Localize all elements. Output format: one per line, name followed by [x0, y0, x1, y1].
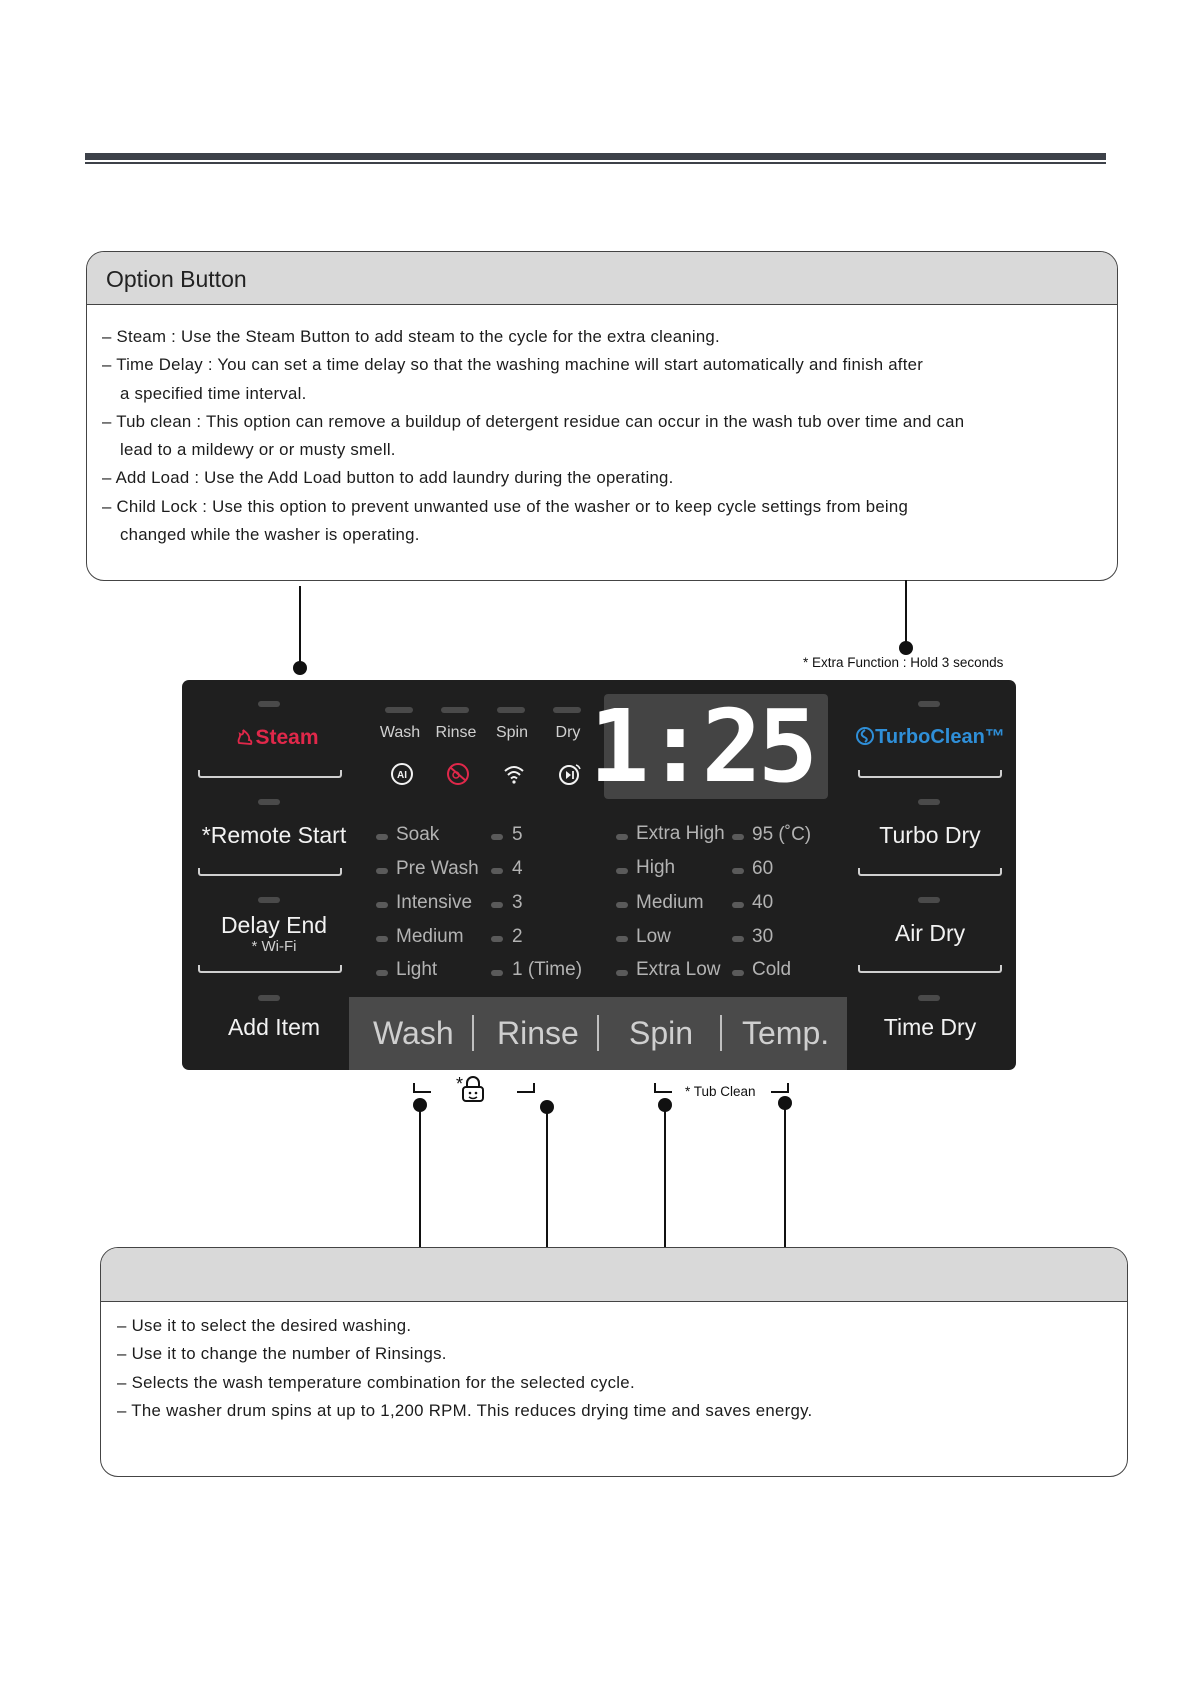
option-line-tub-clean-cont: lead to a mildewy or or musty smell.	[120, 440, 396, 460]
wash-option-soak: Soak	[396, 824, 440, 845]
temp-button[interactable]: Temp.	[742, 1015, 830, 1051]
svg-text:AI: AI	[397, 770, 407, 781]
wifi-icon	[502, 762, 526, 786]
wifi-label: * Wi-Fi	[251, 938, 297, 955]
connector-line-wash	[419, 1105, 421, 1248]
option-line-child-lock-cont: changed while the washer is operating.	[120, 525, 420, 545]
spin-option-high: High	[636, 857, 676, 878]
ai-icon	[390, 762, 414, 786]
wash-option-led	[376, 868, 388, 874]
cycle-box-header	[101, 1248, 1127, 1302]
connector-line-extra	[905, 580, 907, 648]
status-label-dry: Dry	[555, 724, 581, 741]
spin-option-led	[616, 902, 628, 908]
add-item-button[interactable]: Add Item	[227, 1014, 321, 1040]
turboclean-label: TurboClean™	[875, 726, 1005, 748]
rinse-option-2: 2	[512, 926, 523, 947]
status-label-rinse: Rinse	[435, 724, 477, 741]
rinse-option-5: 5	[512, 824, 523, 845]
turbo-dry-button[interactable]: Turbo Dry	[879, 822, 981, 848]
turboclean-underline	[858, 770, 1002, 778]
option-button-box	[86, 251, 1118, 581]
temp-option-led	[732, 868, 744, 874]
steam-icon	[235, 727, 255, 747]
bracket-left-child-lock	[413, 1083, 431, 1093]
remote-start-led	[258, 799, 280, 805]
add-item-led	[258, 995, 280, 1001]
status-led-wash	[385, 707, 413, 713]
rinse-option-4: 4	[512, 858, 523, 879]
option-line-child-lock: – Child Lock : Use this option to prevent unwanted use of the washer or to keep cycle settings from being	[102, 496, 909, 516]
time-dry-led	[918, 995, 940, 1001]
option-line-tub-clean: – Tub clean : This option can remove a buildup of detergent residue can occur in the wash tub over time and can	[102, 411, 965, 431]
wash-option-led	[376, 902, 388, 908]
wash-option-led	[376, 970, 388, 976]
remote-start-button[interactable]: *Remote Start	[201, 822, 347, 848]
temp-option-led	[732, 936, 744, 942]
turboclean-button[interactable]	[850, 726, 1010, 749]
cycle-description-list	[117, 1312, 813, 1425]
turbo-dry-underline	[858, 868, 1002, 876]
tub-clean-note: * Tub Clean	[685, 1084, 756, 1099]
no-rinse-icon	[446, 762, 470, 786]
child-lock-star: *	[456, 1074, 464, 1094]
air-dry-led	[918, 897, 940, 903]
status-led-dry	[553, 707, 581, 713]
option-line-steam: – Steam : Use the Steam Button to add steam to the cycle for the extra cleaning.	[102, 327, 720, 346]
rinse-option-led	[491, 936, 503, 942]
cycle-line-rinse: – Use it to change the number of Rinsings.	[117, 1344, 447, 1364]
cycle-line-wash: – Use it to select the desired washing.	[117, 1316, 412, 1335]
option-line-time-delay: – Time Delay : You can set a time delay so that the washing machine will start automatically and finish after	[102, 355, 924, 375]
bar-separator	[597, 1015, 599, 1051]
option-box-title: Option Button	[106, 266, 247, 292]
spin-option-led	[616, 834, 628, 840]
steam-label: Steam	[255, 726, 319, 749]
rinse-option-1: 1 (Time)	[512, 959, 583, 980]
bracket-right-tub-clean	[771, 1083, 789, 1093]
wash-option-led	[376, 936, 388, 942]
rinse-option-3: 3	[512, 892, 523, 913]
connector-dot-steam	[293, 661, 307, 675]
header-rule	[85, 153, 1106, 160]
spin-option-low: Low	[636, 926, 671, 947]
temp-option-30: 30	[752, 926, 774, 947]
steam-led	[258, 701, 280, 707]
cycle-line-spin: – The washer drum spins at up to 1,200 RPM. This reduces drying time and saves energy.	[117, 1400, 813, 1420]
status-label-spin: Spin	[495, 724, 529, 741]
temp-option-led	[732, 834, 744, 840]
cycle-select-bar	[349, 997, 847, 1070]
option-line-add-load: – Add Load : Use the Add Load button to add laundry during the operating.	[102, 468, 674, 488]
option-box-header	[87, 252, 1117, 305]
time-readout: 1:25	[589, 688, 814, 805]
rinse-option-led	[491, 902, 503, 908]
turboclean-led	[918, 701, 940, 707]
bar-separator	[720, 1015, 722, 1051]
cycle-line-temp: – Selects the wash temperature combination for the selected cycle.	[117, 1372, 635, 1392]
wash-button[interactable]: Wash	[373, 1015, 454, 1051]
option-line-time-delay-cont: a specified time interval.	[120, 383, 307, 403]
child-lock-icon	[460, 1076, 486, 1104]
bracket-right-child-lock	[517, 1083, 535, 1093]
temp-option-led	[732, 902, 744, 908]
air-dry-underline	[858, 965, 1002, 973]
rinse-option-led	[491, 868, 503, 874]
rinse-button[interactable]: Rinse	[497, 1015, 579, 1051]
cycle-description-box	[100, 1247, 1128, 1477]
bar-separator	[472, 1015, 474, 1051]
delay-end-led	[258, 897, 280, 903]
temp-option-40: 40	[752, 892, 774, 913]
bracket-left-tub-clean	[654, 1083, 672, 1093]
option-description-list	[102, 323, 964, 549]
delay-end-button[interactable]: Delay End	[220, 912, 328, 938]
status-label-wash: Wash	[379, 724, 421, 741]
temp-option-cold: Cold	[752, 959, 792, 980]
steam-underline	[198, 770, 342, 778]
spin-option-extra-high: Extra High	[636, 823, 725, 844]
rinse-option-led	[491, 834, 503, 840]
wash-option-prewash: Pre Wash	[396, 858, 479, 879]
extra-function-note: * Extra Function : Hold 3 seconds	[803, 655, 1004, 670]
turbo-dry-led	[918, 799, 940, 805]
spin-option-led	[616, 936, 628, 942]
connector-line-rinse	[546, 1107, 548, 1248]
spin-option-led	[616, 868, 628, 874]
wash-option-medium: Medium	[396, 926, 464, 947]
temp-option-95: 95 (˚C)	[752, 824, 812, 845]
header-rule-thin	[85, 162, 1106, 164]
delay-end-underline	[198, 965, 342, 973]
connector-line-steam	[299, 586, 301, 666]
temp-option-led	[732, 970, 744, 976]
status-led-spin	[497, 707, 525, 713]
remote-play-icon	[558, 762, 582, 786]
wash-option-light: Light	[396, 959, 438, 980]
connector-line-spin	[664, 1105, 666, 1248]
time-dry-button[interactable]: Time Dry	[883, 1014, 977, 1040]
connector-dot-extra	[899, 641, 913, 655]
wash-option-led	[376, 834, 388, 840]
wash-option-intensive: Intensive	[396, 892, 473, 913]
air-dry-button[interactable]: Air Dry	[894, 920, 966, 946]
time-display	[589, 688, 828, 805]
steam-button[interactable]	[202, 726, 352, 750]
control-panel	[182, 680, 1016, 1070]
spin-option-extra-low: Extra Low	[636, 959, 721, 980]
temp-option-60: 60	[752, 858, 774, 879]
spin-button[interactable]: Spin	[629, 1015, 694, 1051]
turboclean-swirl-icon	[855, 726, 875, 746]
status-led-rinse	[441, 707, 469, 713]
rinse-option-led	[491, 970, 503, 976]
spin-option-led	[616, 970, 628, 976]
connector-line-temp	[784, 1103, 786, 1248]
remote-start-underline	[198, 868, 342, 876]
spin-option-medium: Medium	[636, 892, 704, 913]
